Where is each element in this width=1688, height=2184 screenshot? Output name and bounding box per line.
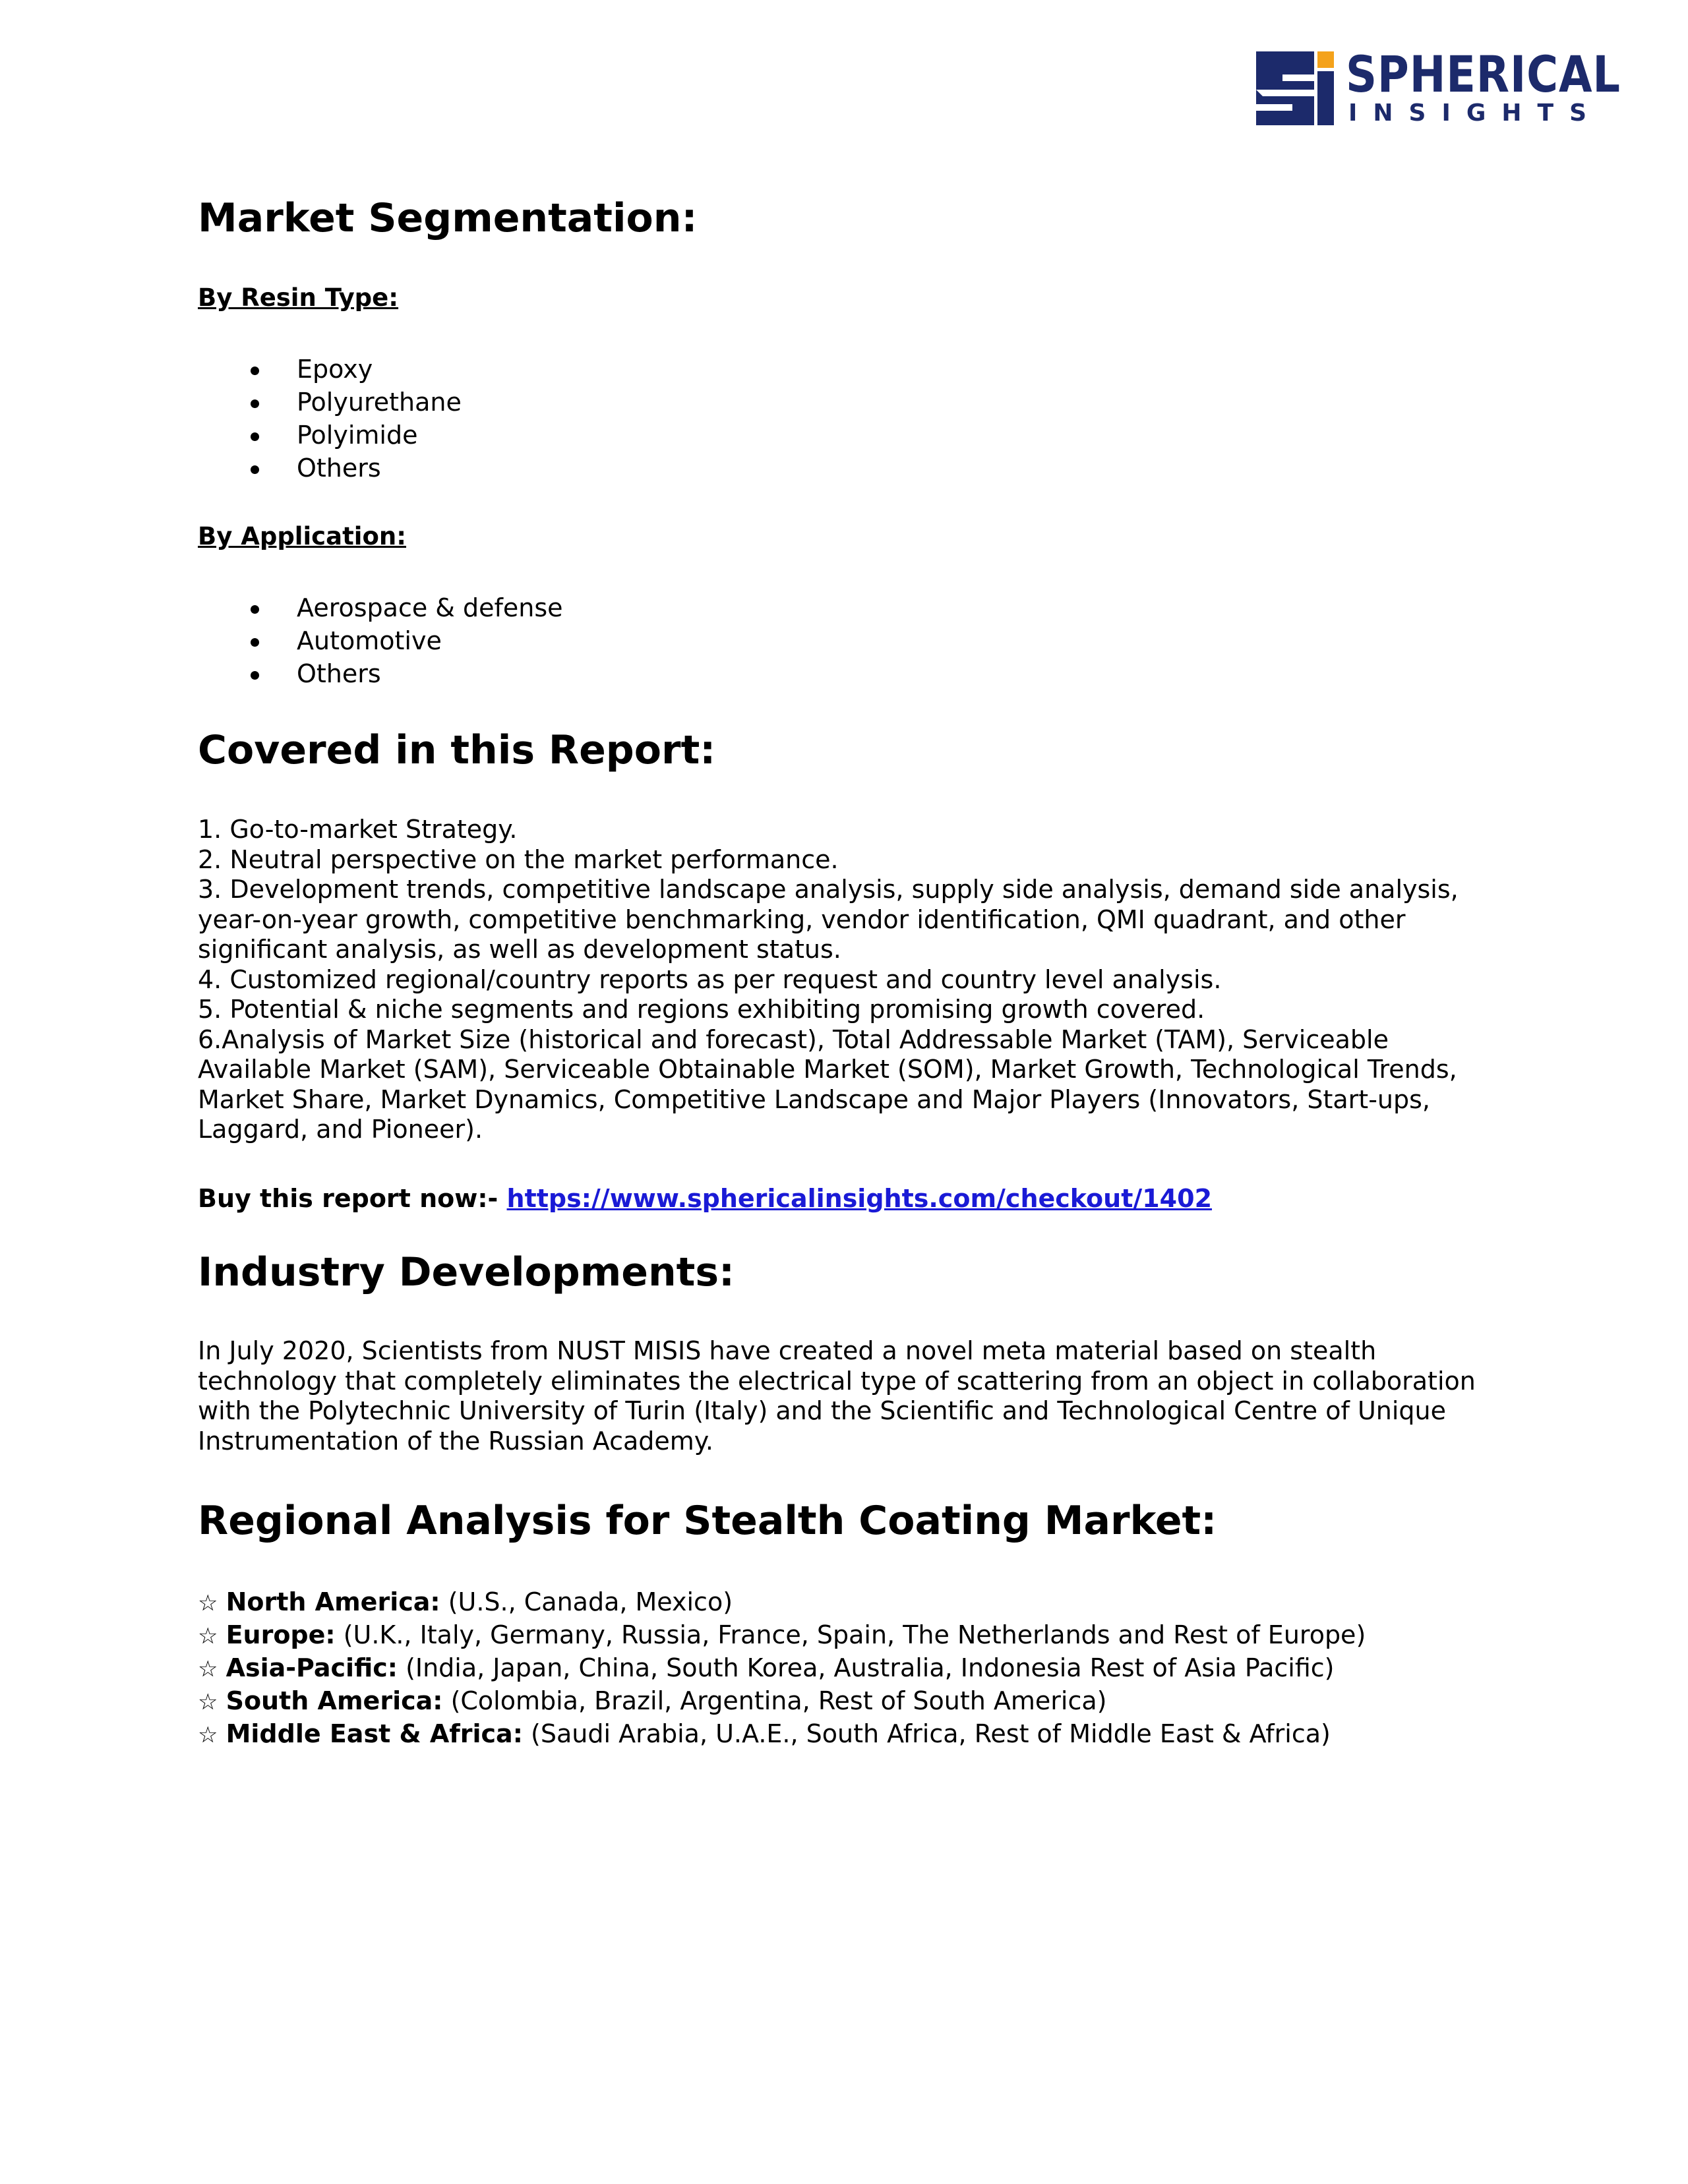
list-item: Polyimide — [198, 419, 462, 452]
region-countries: (U.K., Italy, Germany, Russia, France, Spain, The Netherlands and Rest of Europe) — [343, 1620, 1366, 1649]
list-item: 4. Customized regional/country reports as per request and country level analysis. — [198, 964, 1222, 994]
list-item: Others — [198, 452, 462, 485]
industry-developments-text: In July 2020, Scientists from NUST MISIS have created a novel meta material based on stealth technology that completely eliminates the electrical type of scattering from an object in collaboration with the Polytechnic University of Turin (Italy) and the Scientific and Technological Centre of Unique Instrumentation of the Russian Academy. — [198, 1336, 1476, 1456]
region-countries: (Colombia, Brazil, Argentina, Rest of South America) — [450, 1686, 1107, 1715]
industry-developments-heading: Industry Developments: — [198, 1249, 735, 1295]
region-name: North America: — [226, 1587, 440, 1616]
region-name: Europe: — [226, 1620, 336, 1649]
logo-wordmark-spherical: SPHERICAL — [1346, 45, 1621, 103]
bullet-icon — [251, 605, 259, 614]
list-item: Polyurethane — [198, 386, 462, 419]
list-item: 5. Potential & niche segments and regions exhibiting promising growth covered. — [198, 995, 1205, 1024]
bullet-icon — [251, 367, 259, 375]
list-item: Automotive — [198, 624, 563, 657]
star-icon: ☆ — [198, 1722, 218, 1748]
list-item: Epoxy — [198, 353, 462, 386]
bullet-icon — [251, 432, 259, 441]
region-name: South America: — [226, 1686, 443, 1715]
logo-mark-icon — [1256, 51, 1334, 125]
covered-report-heading: Covered in this Report: — [198, 727, 716, 773]
list-item: 1. Go-to-market Strategy. — [198, 815, 518, 844]
region-list — [198, 1585, 1366, 1750]
region-countries: (U.S., Canada, Mexico) — [448, 1587, 733, 1616]
checkout-link[interactable]: https://www.sphericalinsights.com/checkout/1402 — [506, 1184, 1213, 1213]
region-countries: (Saudi Arabia, U.A.E., South Africa, Rest of Middle East & Africa) — [531, 1719, 1331, 1748]
logo-wordmark-insights: INSIGHTS — [1348, 100, 1603, 127]
region-countries: (India, Japan, China, South Korea, Australia, Indonesia Rest of Asia Pacific) — [406, 1653, 1335, 1682]
star-icon: ☆ — [198, 1590, 218, 1616]
list-item: 2. Neutral perspective on the market performance. — [198, 844, 839, 874]
region-name: Asia-Pacific: — [226, 1653, 398, 1682]
list-item — [198, 1717, 1366, 1750]
list-item: 6.Analysis of Market Size (historical and forecast), Total Addressable Market (TAM), Serviceable Available Market (SAM), Serviceable Obtainable Market (SOM), Market Growth, Technological Trends, Market Share, Market Dynamics, Competitive Landscape and Major Players (Innovators, Start-ups, Laggard, and Pioneer). — [198, 1024, 1457, 1144]
covered-report-list — [198, 815, 1490, 1145]
regional-analysis-heading: Regional Analysis for Stealth Coating Market: — [198, 1498, 1217, 1544]
star-icon: ☆ — [198, 1689, 218, 1715]
spherical-insights-logo — [1256, 45, 1621, 131]
list-item — [198, 1618, 1366, 1651]
bullet-icon — [251, 399, 259, 408]
star-icon: ☆ — [198, 1656, 218, 1682]
market-segmentation-heading: Market Segmentation: — [198, 195, 698, 241]
bullet-icon — [251, 465, 259, 474]
resin-type-subheading: By Resin Type: — [198, 283, 399, 312]
list-item: 3. Development trends, competitive landscape analysis, supply side analysis, demand side analysis, year-on-year growth, competitive benchmarking, vendor identification, QMI quadrant, and other significant analysis, as well as development status. — [198, 875, 1459, 964]
list-item — [198, 1684, 1366, 1717]
list-item — [198, 1585, 1366, 1618]
list-item: Aerospace & defense — [198, 591, 563, 624]
bullet-icon — [251, 671, 259, 680]
list-item — [198, 1651, 1366, 1684]
list-item: Others — [198, 657, 563, 690]
bullet-icon — [251, 638, 259, 647]
application-subheading: By Application: — [198, 522, 406, 550]
buy-report-line — [198, 1184, 1212, 1213]
application-list — [198, 591, 563, 690]
star-icon: ☆ — [198, 1623, 218, 1649]
buy-report-label: Buy this report now:- — [198, 1184, 498, 1213]
region-name: Middle East & Africa: — [226, 1719, 523, 1748]
resin-type-list — [198, 353, 462, 485]
